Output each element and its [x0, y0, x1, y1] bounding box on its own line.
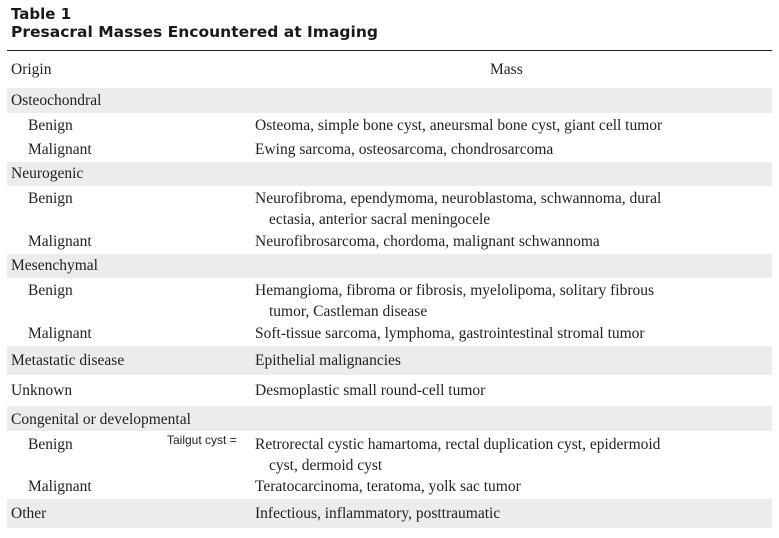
- mass-cell: [255, 139, 553, 160]
- origin-category: Congenital or developmental: [11, 411, 191, 428]
- origin-subtype: Malignant: [28, 233, 92, 250]
- table-row: [7, 499, 772, 528]
- table-row: [7, 431, 772, 474]
- origin-subtype: Benign: [28, 282, 73, 299]
- table-row: [7, 406, 772, 431]
- origin-category: Metastatic disease: [11, 352, 125, 369]
- mass-cell: [255, 476, 521, 497]
- mass-line: Neurofibrosarcoma, chordoma, malignant schwannoma: [255, 233, 600, 250]
- table-row: [7, 186, 772, 229]
- mass-line: ectasia, anterior sacral meningocele: [269, 211, 491, 228]
- mass-cell: [255, 115, 662, 136]
- origin-subtype: Benign: [28, 436, 73, 453]
- mass-line: Retrorectal cystic hamartoma, rectal duplication cyst, epidermoid: [255, 436, 661, 453]
- table-row: [7, 88, 772, 113]
- origin-category: Unknown: [11, 382, 73, 399]
- mass-line: Soft-tissue sarcoma, lymphoma, gastrointestinal stromal tumor: [255, 325, 645, 342]
- origin-category: Neurogenic: [11, 165, 84, 182]
- origin-subtype: Malignant: [28, 478, 92, 495]
- table-row: [7, 375, 772, 406]
- table-label: Table 1: [11, 5, 72, 23]
- table-row: [7, 346, 772, 375]
- origin-subtype: Benign: [28, 117, 73, 134]
- mass-cell: [255, 231, 600, 252]
- mass-cell: [255, 350, 401, 371]
- mass-line: tumor, Castleman disease: [269, 303, 428, 320]
- table-row: [7, 321, 772, 346]
- mass-line: Hemangioma, fibroma or fibrosis, myelolipoma, solitary fibrous: [255, 282, 655, 299]
- origin-subtype: Benign: [28, 190, 73, 207]
- mass-cell: [255, 503, 500, 524]
- origin-category: Osteochondral: [11, 92, 102, 109]
- table-title: Presacral Masses Encountered at Imaging: [11, 23, 378, 41]
- table-row: [7, 229, 772, 254]
- mass-cell: [255, 380, 485, 401]
- table-header: [7, 51, 772, 88]
- origin-category: Other: [11, 505, 47, 522]
- mass-line: cyst, dermoid cyst: [269, 457, 383, 474]
- mass-cell: [255, 323, 645, 344]
- table-row: [7, 113, 772, 138]
- mass-line: Neurofibroma, ependymoma, neuroblastoma, schwannoma, dural: [255, 190, 662, 207]
- mass-line: Teratocarcinoma, teratoma, yolk sac tumor: [255, 478, 521, 495]
- origin-subtype: Malignant: [28, 141, 92, 158]
- mass-cell: [255, 280, 654, 322]
- mass-line: Epithelial malignancies: [255, 352, 401, 369]
- origin-subtype: Malignant: [28, 325, 92, 342]
- table-row: [7, 254, 772, 278]
- header-mass: Mass: [490, 61, 523, 78]
- mass-line: Desmoplastic small round-cell tumor: [255, 382, 486, 399]
- table-row: [7, 278, 772, 321]
- mass-cell: [255, 188, 661, 230]
- tailgut-note: Tailgut cyst =: [167, 433, 237, 447]
- table-row: [7, 138, 772, 162]
- origin-category: Mesenchymal: [11, 257, 98, 274]
- mass-line: Infectious, inflammatory, posttraumatic: [255, 505, 501, 522]
- table-row: [7, 162, 772, 186]
- mass-cell: [255, 434, 660, 476]
- header-origin: Origin: [11, 61, 52, 78]
- mass-line: Osteoma, simple bone cyst, aneursmal bone cyst, giant cell tumor: [255, 117, 663, 134]
- table-row: [7, 474, 772, 499]
- mass-line: Ewing sarcoma, osteosarcoma, chondrosarcoma: [255, 141, 554, 158]
